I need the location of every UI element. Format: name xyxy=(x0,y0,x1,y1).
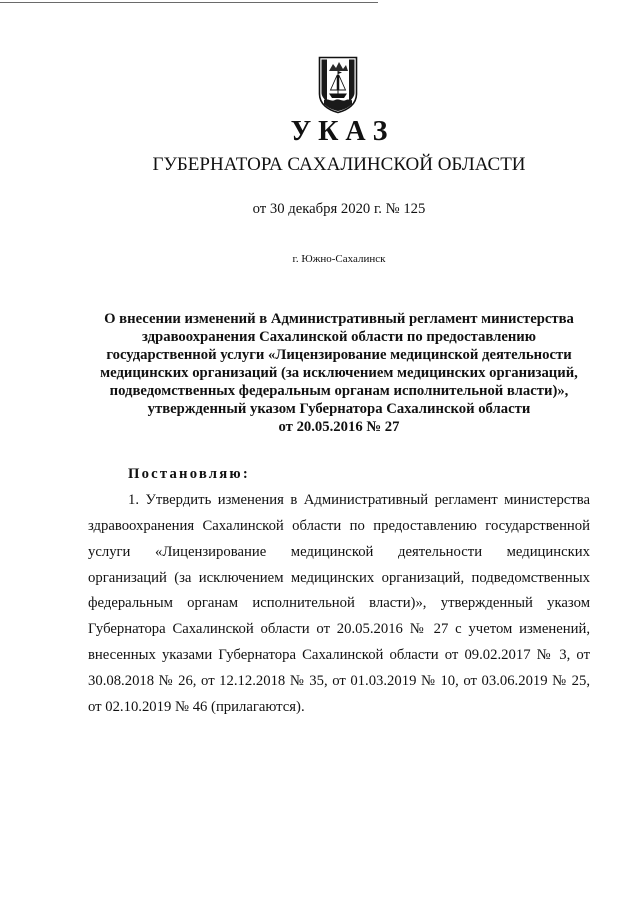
title-line: от 20.05.2016 № 27 xyxy=(278,419,400,435)
body-line: услуги «Лицензирование медицинской деятельности медицинских xyxy=(88,543,590,560)
title-line: медицинских организаций (за исключением медицинских организаций, xyxy=(100,365,578,381)
body-line: 1. Утвердить изменения в Административный регламент министерства xyxy=(128,491,590,508)
issuer-heading: ГУБЕРНАТОРА САХАЛИНСКОЙ ОБЛАСТИ xyxy=(152,154,526,175)
title-line: утвержденный указом Губернатора Сахалинской области xyxy=(147,401,531,417)
body-line: Губернатора Сахалинской области от 20.05.2016 № 27 с учетом изменений, xyxy=(88,621,590,638)
body-line: здравоохранения Сахалинской области по предоставлению государственной xyxy=(88,517,590,534)
document-title xyxy=(88,310,590,436)
body-line: 30.08.2018 № 26, от 12.12.2018 № 35, от 01.03.2019 № 10, от 03.06.2019 № 25, xyxy=(88,673,590,690)
body-line: внесенных указами Губернатора Сахалинской области от 09.02.2017 № 3, от xyxy=(88,647,590,664)
title-line: подведомственных федеральным органам исполнительной власти)», xyxy=(109,383,569,399)
resolution-word: Постановляю: xyxy=(128,466,250,482)
body-line: федеральным органам исполнительной власти)», утвержденный указом xyxy=(88,595,590,612)
document-type-heading: У К А З xyxy=(290,116,388,147)
document-city: г. Южно-Сахалинск xyxy=(292,253,386,265)
document-date-number: от 30 декабря 2020 г. № 125 xyxy=(252,201,426,217)
body-line: организаций (за исключением медицинских организаций, подведомственных xyxy=(88,569,590,586)
document-column xyxy=(88,0,590,905)
body-line: от 02.10.2019 № 46 (прилагаются). xyxy=(88,699,305,716)
document-body xyxy=(88,462,590,721)
title-line: здравоохранения Сахалинской области по предоставлению xyxy=(141,329,536,345)
title-line: государственной услуги «Лицензирование медицинской деятельности xyxy=(106,347,572,363)
title-line: О внесении изменений в Административный регламент министерства xyxy=(104,311,574,327)
